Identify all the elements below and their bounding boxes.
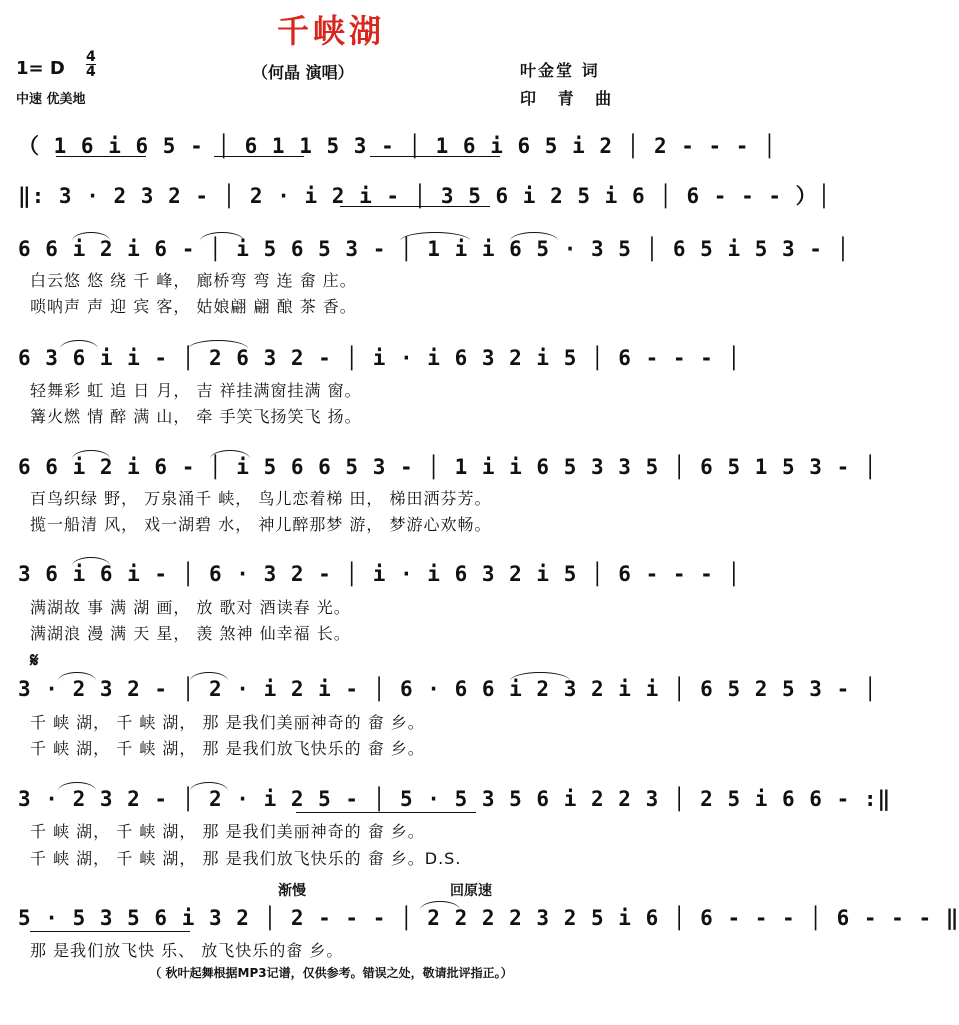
lyric-line-8a: 千 峡 湖， 千 峡 湖， 那 是我们美丽神奇的 畲 乡。 <box>30 822 425 841</box>
segno-sign: 𝄋 <box>30 648 39 672</box>
slur <box>190 782 228 791</box>
beam-line <box>340 206 490 207</box>
slur <box>72 557 110 566</box>
time-signature <box>86 50 96 79</box>
meter-bottom: 4 <box>86 64 96 80</box>
slur <box>188 340 248 349</box>
lyric-line-7a: 千 峡 湖， 千 峡 湖， 那 是我们美丽神奇的 畲 乡。 <box>30 713 425 732</box>
lyric-line-6a: 满湖故 事 满 湖 画， 放 歌对 酒读春 光。 <box>30 598 351 617</box>
score-row-3: 6 6 i 2 i 6 - │ i 5 6 5 3 - │ 1 i i 6 5 · 3 5 │ 6 5 i 5 3 - │ <box>18 237 851 261</box>
lyric-line-3b: 唢呐声 声 迎 宾 客， 姑娘翩 翩 酿 茶 香。 <box>30 297 357 316</box>
slur <box>510 672 570 681</box>
song-title: 千峡湖 <box>276 12 385 50</box>
tempo-marking: 中速 优美地 <box>16 92 86 107</box>
beam-line <box>30 931 190 932</box>
score-row-1: （ 1 6 i 6 5 - │ 6 1 1 5 3 - │ 1 6 i 6 5 i 2 │ 2 - - - │ <box>18 134 777 158</box>
score-row-2: ‖: 3 · 2 3 2 - │ 2 · i 2 i - │ 3 5 6 i 2 5 i 6 │ 6 - - - ）│ <box>18 184 832 208</box>
slur <box>210 450 250 459</box>
ritardando-mark: 渐慢 <box>278 883 306 899</box>
lyric-line-7b: 千 峡 湖， 千 峡 湖， 那 是我们放飞快乐的 畲 乡。 <box>30 739 425 758</box>
score-row-8: 3 · 2 3 2 - │ 2 · i 2 5 - │ 5 · 5 3 5 6 i 2 2 3 │ 2 5 i 6 6 - :‖ <box>18 787 892 811</box>
lyric-line-8b: 千 峡 湖， 千 峡 湖， 那 是我们放飞快乐的 畲 乡。D.S. <box>30 849 462 868</box>
slur <box>400 232 470 241</box>
slur <box>420 901 460 910</box>
slur <box>60 340 98 349</box>
beam-line <box>370 156 500 157</box>
slur <box>510 232 558 241</box>
lyric-line-9a: 那 是我们放飞快 乐、 放飞快乐的畲 乡。 <box>30 941 344 960</box>
score-row-7: 3 · 2 3 2 - │ 2 · i 2 i - │ 6 · 6 6 i 2 3 2 i i │ 6 5 2 5 3 - │ <box>18 677 878 701</box>
beam-line <box>214 156 304 157</box>
singer-credit: （何晶 演唱） <box>252 63 354 82</box>
slur <box>58 782 96 791</box>
score-row-5: 6 6 i 2 i 6 - │ i 5 6 6 5 3 - │ 1 i i 6 5 3 3 5 │ 6 5 1 5 3 - │ <box>18 455 878 479</box>
score-row-6: 3 6 i 6 i - │ 6 · 3 2 - │ i · i 6 3 2 i 5 │ 6 - - - │ <box>18 562 742 586</box>
beam-line <box>296 812 476 813</box>
lyric-line-3a: 白云悠 悠 绕 千 峰， 廊桥弯 弯 连 畲 庄。 <box>30 271 357 290</box>
composer-credit: 印 青 曲 <box>520 89 620 108</box>
lyric-line-6b: 满湖浪 漫 满 天 星， 羡 煞神 仙幸福 长。 <box>30 624 351 643</box>
a-tempo-mark: 回原速 <box>450 883 492 899</box>
slur <box>58 672 96 681</box>
score-row-9: 5 · 5 3 5 6 i 3 2 │ 2 - - - │ 2 2 2 2 3 2 5 i 6 │ 6 - - - │ 6 - - - ‖ <box>18 906 959 930</box>
key-signature: 1= D <box>16 58 65 79</box>
slur <box>72 232 110 241</box>
lyric-line-5a: 百鸟织绿 野， 万泉涌千 峡， 鸟儿恋着梯 田， 梯田洒芬芳。 <box>30 489 492 508</box>
lyric-line-4b: 篝火燃 情 醉 满 山， 牵 手笑飞扬笑飞 扬。 <box>30 407 362 426</box>
meter-top: 4 <box>86 49 96 65</box>
score-row-4: 6 3 6 i i - │ 2 6 3 2 - │ i · i 6 3 2 i 5 │ 6 - - - │ <box>18 346 742 370</box>
slur <box>200 232 244 241</box>
transcription-note: （ 秋叶起舞根据MP3记谱，仅供参考。错误之处，敬请批评指正。） <box>149 966 513 980</box>
slur <box>190 672 228 681</box>
beam-line <box>56 156 146 157</box>
lyric-line-4a: 轻舞彩 虹 追 日 月， 吉 祥挂满窗挂满 窗。 <box>30 381 362 400</box>
slur <box>72 450 110 459</box>
lyricist-credit: 叶金堂 词 <box>520 61 600 80</box>
lyric-line-5b: 揽一船清 风， 戏一湖碧 水， 神儿醉那梦 游， 梦游心欢畅。 <box>30 515 492 534</box>
